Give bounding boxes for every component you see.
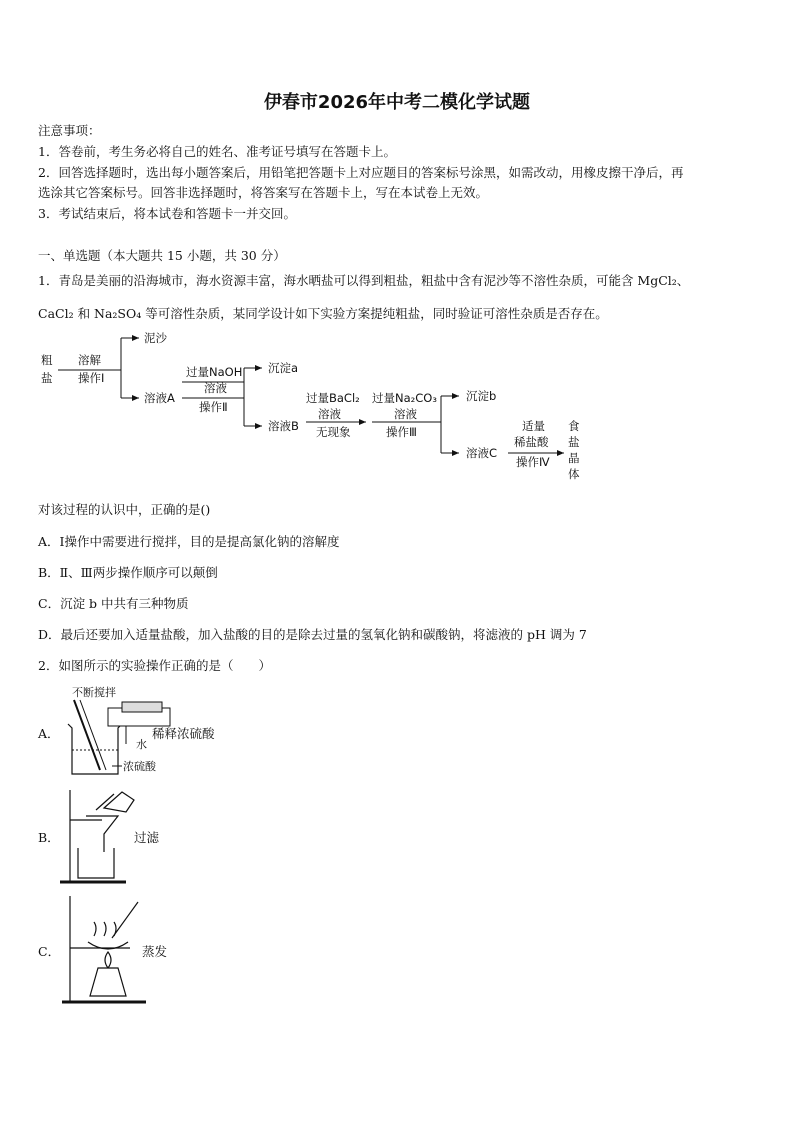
notice-item-2: 2．回答选择题时，选出每小题答案后，用铅笔把答题卡上对应题目的答案标号涂黑，如需改动，用橡皮擦干净后，再 bbox=[38, 165, 684, 180]
glass-rod-icon bbox=[74, 700, 100, 770]
q1-option-c: C．沉淀 b 中共有三种物质 bbox=[38, 596, 189, 611]
q2-stem: 2．如图所示的实验操作正确的是（ ） bbox=[38, 658, 271, 673]
glass-rod-icon-2 bbox=[80, 700, 106, 770]
sand-label: 泥沙 bbox=[144, 331, 167, 345]
hcl-label-2: 稀盐酸 bbox=[514, 435, 549, 449]
q2-option-c-caption: 蒸发 bbox=[142, 944, 168, 959]
q1-stem: 对该过程的认识中，正确的是() bbox=[38, 502, 211, 517]
evaporation-figure bbox=[58, 892, 154, 1008]
q1-option-d: D．最后还要加入适量盐酸，加入盐酸的目的是除去过量的氢氧化钠和碳酸钠，将滤液的 pH 调为 7 bbox=[38, 627, 587, 642]
dissolve-label: 溶解 bbox=[78, 353, 101, 367]
q2-option-b-caption: 过滤 bbox=[134, 830, 160, 845]
no-change-label: 无现象 bbox=[316, 425, 351, 439]
funnel-icon bbox=[86, 816, 118, 852]
bacl2-label-1: 过量BaCl₂ bbox=[306, 391, 360, 405]
ppt-b-label: 沉淀b bbox=[466, 389, 497, 403]
q1-option-a: A．Ⅰ操作中需要进行搅拌，目的是提高氯化钠的溶解度 bbox=[38, 534, 340, 549]
alcohol-lamp-icon bbox=[90, 968, 126, 996]
crude-salt-1: 粗 bbox=[41, 353, 53, 367]
q2-option-a-caption: 稀释浓硫酸 bbox=[152, 726, 215, 741]
naoh-label-2: 溶液 bbox=[204, 381, 227, 395]
pour-beaker-icon bbox=[104, 792, 134, 812]
na2co3-label-2: 溶液 bbox=[394, 407, 417, 421]
solA-label: 溶液A bbox=[144, 391, 175, 405]
bacl2-label-2: 溶液 bbox=[318, 407, 341, 421]
bottle-label-icon bbox=[122, 702, 162, 712]
q1-line2: CaCl₂ 和 Na₂SO₄ 等可溶性杂质，某同学设计如下实验方案提纯粗盐，同时验证可溶性杂质是否存在。 bbox=[38, 306, 608, 321]
notice-item-1: 1．答卷前，考生务必将自己的姓名、准考证号填写在答题卡上。 bbox=[38, 144, 396, 159]
op4-label: 操作Ⅳ bbox=[516, 455, 550, 469]
salt-char-3: 晶 bbox=[568, 451, 580, 465]
crude-salt-2: 盐 bbox=[41, 371, 53, 385]
purification-flowchart bbox=[36, 326, 596, 486]
stir-label: 不断搅拌 bbox=[72, 686, 116, 699]
hcl-label-1: 适量 bbox=[522, 419, 545, 433]
flame-icon bbox=[105, 952, 111, 968]
salt-char-4: 体 bbox=[568, 467, 580, 481]
filter-beaker-icon bbox=[78, 848, 114, 878]
filtration-figure bbox=[56, 786, 146, 888]
q1-line1: 1．青岛是美丽的沿海城市，海水资源丰富，海水晒盐可以得到粗盐，粗盐中含有泥沙等不溶性杂质，可能含 MgCl₂、 bbox=[38, 273, 690, 288]
water-label: 水 bbox=[136, 738, 147, 751]
notice-heading: 注意事项： bbox=[38, 123, 101, 138]
section-heading: 一、单选题（本大题共 15 小题，共 30 分） bbox=[38, 248, 286, 263]
solB-label: 溶液B bbox=[268, 419, 299, 433]
q1-option-b: B．Ⅱ、Ⅲ两步操作顺序可以颠倒 bbox=[38, 565, 218, 580]
op2-label: 操作Ⅱ bbox=[199, 400, 228, 414]
evap-rod-icon bbox=[112, 902, 138, 938]
acid-label: 浓硫酸 bbox=[123, 760, 156, 773]
op3-label: 操作Ⅲ bbox=[386, 425, 417, 439]
salt-char-2: 盐 bbox=[568, 435, 580, 449]
q2-option-b-letter: B． bbox=[38, 830, 60, 845]
q2-option-c-letter: C． bbox=[38, 944, 61, 959]
naoh-label-1: 过量NaOH bbox=[186, 365, 243, 379]
q2-option-a-letter: A． bbox=[38, 726, 60, 741]
salt-char-1: 食 bbox=[568, 419, 580, 433]
na2co3-label-1: 过量Na₂CO₃ bbox=[372, 391, 437, 405]
ppt-a-label: 沉淀a bbox=[268, 361, 299, 375]
notice-item-3: 3．考试结束后，将本试卷和答题卡一并交回。 bbox=[38, 206, 296, 221]
op1-label: 操作Ⅰ bbox=[78, 371, 105, 385]
page-title: 伊春市2026年中考二模化学试题 bbox=[263, 92, 531, 113]
steam-icon bbox=[94, 922, 116, 936]
notice-item-2-cont: 选涂其它答案标号。回答非选择题时，将答案写在答题卡上，写在本试卷上无效。 bbox=[38, 185, 489, 200]
solC-label: 溶液C bbox=[466, 446, 498, 460]
